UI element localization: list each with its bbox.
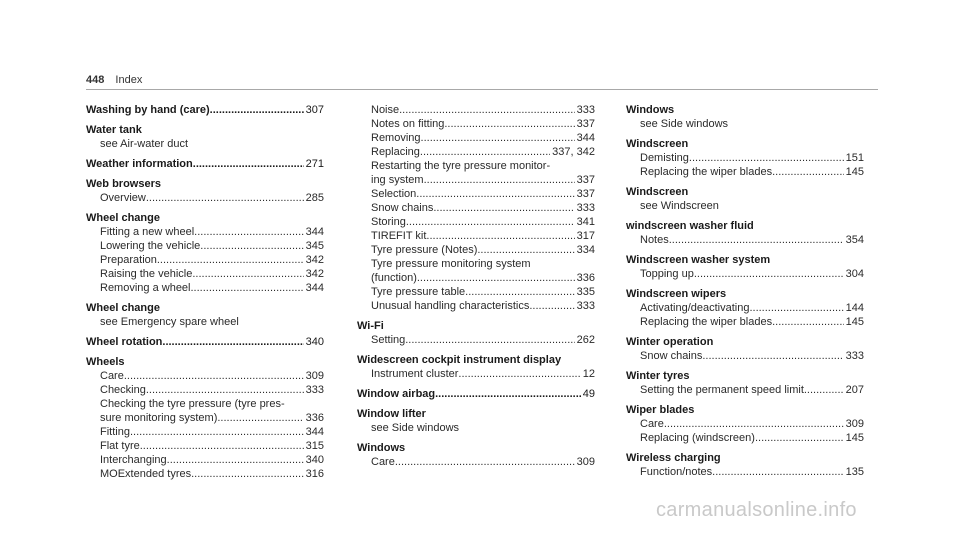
sub-entry: [357, 103, 595, 117]
sub-entry-label: Replacing the wiper blades: [640, 166, 773, 178]
sub-entry: [357, 173, 595, 187]
entry-heading-label: Wheel rotation: [86, 336, 163, 348]
entry-heading: Windscreen washer system: [626, 254, 771, 266]
sub-entry: [357, 333, 595, 347]
index-entry: [86, 177, 324, 205]
dot-leader: [130, 425, 304, 439]
sub-entry: [626, 301, 864, 315]
entry-heading: [86, 103, 324, 117]
page-ref: 309: [576, 456, 595, 468]
sub-entry-label: Instrument cluster: [371, 368, 459, 380]
sub-entry-label: sure monitoring system): [100, 412, 218, 424]
dot-leader: [772, 165, 844, 179]
entry-heading: Wheel change: [86, 212, 160, 224]
page-ref: 333: [845, 350, 864, 362]
sub-entry-label: MOExtended tyres: [100, 468, 192, 480]
sub-entry: [626, 165, 864, 179]
sub-entry-label: Notes: [640, 234, 669, 246]
page-ref: 144: [845, 302, 864, 314]
entry-heading: Wiper blades: [626, 404, 695, 416]
sub-entry: [626, 417, 864, 431]
index-entry: [626, 403, 864, 445]
sub-entry-label: Selection: [371, 188, 417, 200]
sub-entry: [86, 267, 324, 281]
page-ref: 151: [845, 152, 864, 164]
sub-entry: [86, 191, 324, 205]
page-ref: 337: [576, 174, 595, 186]
sub-entry: [86, 281, 324, 295]
entry-heading: windscreen washer fluid: [626, 220, 754, 232]
sub-entry-label: Checking: [100, 384, 146, 396]
page-ref: 285: [305, 192, 324, 204]
page-ref: 341: [576, 216, 595, 228]
page-ref: 49: [582, 388, 595, 400]
sub-entry-label: Fitting a new wheel: [100, 226, 195, 238]
page-ref: 333: [305, 384, 324, 396]
page-ref: 344: [576, 132, 595, 144]
sub-entry-label: Notes on fitting: [371, 118, 445, 130]
sub-entry: [86, 239, 324, 253]
dot-leader: [194, 225, 303, 239]
page-ref: 336: [305, 412, 324, 424]
sub-entry: Tyre pressure monitoring system: [371, 258, 531, 270]
sub-entry: [86, 369, 324, 383]
sub-entry: see Side windows: [371, 422, 460, 434]
sub-entry-label: Replacing (windscreen): [640, 432, 755, 444]
entry-heading: Windscreen: [626, 186, 689, 198]
index-entry: [626, 185, 864, 213]
dot-leader: [420, 145, 550, 159]
entry-heading-label: Weather information: [86, 158, 193, 170]
index-entry: [357, 103, 595, 313]
sub-entry-label: Flat tyre: [100, 440, 140, 452]
sub-entry-label: Interchanging: [100, 454, 167, 466]
entry-heading: Windscreen wipers: [626, 288, 727, 300]
page-ref: 335: [576, 286, 595, 298]
sub-entry: see Windscreen: [640, 200, 719, 212]
page-ref: 337: [576, 118, 595, 130]
entry-heading: Windows: [626, 104, 675, 116]
sub-entry: [357, 229, 595, 243]
sub-entry-label: Setting the permanent speed limit: [640, 384, 804, 396]
sub-entry-label: Activating/deactivating: [640, 302, 750, 314]
dot-leader: [421, 131, 575, 145]
sub-entry: Checking the tyre pressure (tyre pres-: [100, 398, 285, 410]
sub-entry-label: Raising the vehicle: [100, 268, 193, 280]
dot-leader: [702, 349, 843, 363]
page-ref: 145: [845, 432, 864, 444]
dot-leader: [749, 301, 843, 315]
index-entry: [86, 301, 324, 329]
sub-entry-label: Snow chains: [640, 350, 703, 362]
sub-entry: [357, 215, 595, 229]
page-ref: 145: [845, 166, 864, 178]
dot-leader: [146, 383, 304, 397]
page-ref: 337, 342: [552, 146, 595, 158]
index-entry: [86, 335, 324, 349]
dot-leader: [124, 369, 304, 383]
dot-leader: [772, 315, 844, 329]
sub-entry: [86, 439, 324, 453]
sub-entry-label: Fitting: [100, 426, 130, 438]
dot-leader: [416, 187, 574, 201]
entry-heading: Wireless charging: [626, 452, 721, 464]
sub-entry: [357, 299, 595, 313]
dot-leader: [424, 173, 575, 187]
sub-entry: [626, 431, 864, 445]
dot-leader: [435, 387, 581, 401]
sub-entry: [626, 233, 864, 247]
sub-entry-label: Noise: [371, 104, 400, 116]
page-ref: 333: [576, 104, 595, 116]
sub-entry: Restarting the tyre pressure monitor-: [371, 160, 551, 172]
dot-leader: [157, 253, 304, 267]
sub-entry-label: Overview: [100, 192, 146, 204]
index-entry: [357, 353, 595, 381]
sub-entry: [357, 285, 595, 299]
index-entry: [626, 287, 864, 329]
page-ref: 316: [305, 468, 324, 480]
page-ref: 271: [305, 158, 324, 170]
page-ref: 334: [576, 244, 595, 256]
sub-entry: [357, 455, 595, 469]
sub-entry-label: Tyre pressure table: [371, 286, 466, 298]
sub-entry-label: Setting: [371, 334, 406, 346]
entry-heading: Wheel change: [86, 302, 160, 314]
sub-entry: [357, 367, 595, 381]
dot-leader: [399, 103, 575, 117]
sub-entry: [357, 201, 595, 215]
dot-leader: [191, 281, 304, 295]
dot-leader: [529, 299, 574, 313]
dot-leader: [395, 455, 575, 469]
index-entry: [357, 407, 595, 435]
sub-entry: [86, 383, 324, 397]
page-ref: 354: [845, 234, 864, 246]
sub-entry-label: Replacing the wiper blades: [640, 316, 773, 328]
page-ref: 345: [305, 240, 324, 252]
entry-heading-label: Window airbag: [357, 388, 436, 400]
sub-entry: [86, 467, 324, 481]
sub-entry: [86, 225, 324, 239]
page-ref: 309: [305, 370, 324, 382]
sub-entry: [626, 151, 864, 165]
page-ref: 12: [582, 368, 595, 380]
page-ref: 262: [576, 334, 595, 346]
entry-heading: [86, 157, 324, 171]
sub-entry: [357, 145, 595, 159]
dot-leader: [193, 157, 304, 171]
sub-entry-label: Topping up: [640, 268, 694, 280]
dot-leader: [669, 233, 844, 247]
index-entry: [626, 335, 864, 363]
sub-entry-label: Lowering the vehicle: [100, 240, 201, 252]
page-ref: 336: [576, 272, 595, 284]
dot-leader: [162, 335, 303, 349]
sub-entry: [626, 383, 864, 397]
page-ref: 145: [845, 316, 864, 328]
index-entry: [626, 219, 864, 247]
page-ref: 333: [576, 300, 595, 312]
page-ref: 344: [305, 282, 324, 294]
sub-entry: see Side windows: [640, 118, 729, 130]
index-entry: [86, 355, 324, 481]
sub-entry-label: Care: [100, 370, 124, 382]
page-ref: 342: [305, 268, 324, 280]
dot-leader: [426, 229, 574, 243]
index-entry: [626, 137, 864, 179]
dot-leader: [458, 367, 580, 381]
page-ref: 135: [845, 466, 864, 478]
index-entry: [357, 319, 595, 347]
dot-leader: [210, 103, 304, 117]
sub-entry: [626, 349, 864, 363]
page-ref: 317: [576, 230, 595, 242]
entry-heading: Winter tyres: [626, 370, 690, 382]
index-entry: [357, 387, 595, 401]
watermark: carmanualsonline.info: [656, 499, 857, 521]
dot-leader: [140, 439, 304, 453]
section-title: Index: [115, 74, 143, 86]
sub-entry-label: Storing: [371, 216, 406, 228]
index-entry: [86, 157, 324, 171]
dot-leader: [444, 117, 574, 131]
sub-entry: see Emergency spare wheel: [100, 316, 239, 328]
page-ref: 342: [305, 254, 324, 266]
sub-entry: [86, 425, 324, 439]
dot-leader: [433, 201, 574, 215]
index-entry: [626, 451, 864, 479]
dot-leader: [804, 383, 844, 397]
sub-entry: [86, 453, 324, 467]
sub-entry-label: Preparation: [100, 254, 157, 266]
index-column-2: [357, 103, 595, 475]
page-ref: 304: [845, 268, 864, 280]
sub-entry-label: Unusual handling characteristics: [371, 300, 530, 312]
entry-heading: [357, 387, 595, 401]
index-entry: [626, 253, 864, 281]
entry-heading: Web browsers: [86, 178, 161, 190]
entry-heading: Wheels: [86, 356, 125, 368]
page-ref: 207: [845, 384, 864, 396]
sub-entry-label: Demisting: [640, 152, 689, 164]
sub-entry-label: Tyre pressure (Notes): [371, 244, 478, 256]
dot-leader: [712, 465, 843, 479]
entry-heading: Window lifter: [357, 408, 426, 420]
sub-entry: see Air-water duct: [100, 138, 189, 150]
entry-heading-label: Washing by hand (care): [86, 104, 210, 116]
dot-leader: [465, 285, 574, 299]
dot-leader: [755, 431, 844, 445]
entry-heading: [86, 335, 324, 349]
dot-leader: [689, 151, 844, 165]
sub-entry: [86, 253, 324, 267]
sub-entry: [86, 411, 324, 425]
page-ref: 340: [305, 454, 324, 466]
sub-entry-label: Removing a wheel: [100, 282, 191, 294]
page-ref: 337: [576, 188, 595, 200]
page-number: 448: [86, 74, 105, 86]
page-ref: 344: [305, 426, 324, 438]
sub-entry-label: Care: [371, 456, 395, 468]
page-ref: 344: [305, 226, 324, 238]
index-entry: [86, 103, 324, 117]
sub-entry: [626, 465, 864, 479]
sub-entry-label: Function/notes: [640, 466, 713, 478]
page-ref: 307: [305, 104, 324, 116]
entry-heading: Windows: [357, 442, 406, 454]
index-entry: [357, 441, 595, 469]
sub-entry: [357, 187, 595, 201]
page-ref: 333: [576, 202, 595, 214]
entry-heading: Water tank: [86, 124, 142, 136]
dot-leader: [217, 411, 303, 425]
dot-leader: [192, 267, 303, 281]
sub-entry-label: Removing: [371, 132, 421, 144]
sub-entry-label: Replacing: [371, 146, 420, 158]
sub-entry-label: (function): [371, 272, 417, 284]
sub-entry: [626, 267, 864, 281]
index-entry: [626, 103, 864, 131]
sub-entry: [357, 271, 595, 285]
dot-leader: [146, 191, 304, 205]
sub-entry-label: Snow chains: [371, 202, 434, 214]
dot-leader: [191, 467, 304, 481]
page-ref: 315: [305, 440, 324, 452]
index-column-3: [626, 103, 864, 485]
entry-heading: Wi-Fi: [357, 320, 384, 332]
dot-leader: [417, 271, 575, 285]
index-entry: [86, 123, 324, 151]
dot-leader: [200, 239, 303, 253]
entry-heading: Widescreen cockpit instrument display: [357, 354, 562, 366]
entry-heading: Windscreen: [626, 138, 689, 150]
dot-leader: [664, 417, 844, 431]
dot-leader: [477, 243, 574, 257]
dot-leader: [405, 333, 574, 347]
sub-entry: [357, 131, 595, 145]
sub-entry: [357, 117, 595, 131]
dot-leader: [694, 267, 844, 281]
sub-entry-label: Care: [640, 418, 664, 430]
header-rule: [86, 89, 878, 90]
index-entry: [626, 369, 864, 397]
page-ref: 340: [305, 336, 324, 348]
index-column-1: [86, 103, 324, 487]
page-header: [86, 74, 142, 86]
sub-entry: [357, 243, 595, 257]
dot-leader: [167, 453, 304, 467]
sub-entry-label: TIREFIT kit: [371, 230, 427, 242]
index-entry: [86, 211, 324, 295]
page-ref: 309: [845, 418, 864, 430]
dot-leader: [406, 215, 575, 229]
sub-entry-label: ing system: [371, 174, 424, 186]
sub-entry: [626, 315, 864, 329]
entry-heading: Winter operation: [626, 336, 714, 348]
